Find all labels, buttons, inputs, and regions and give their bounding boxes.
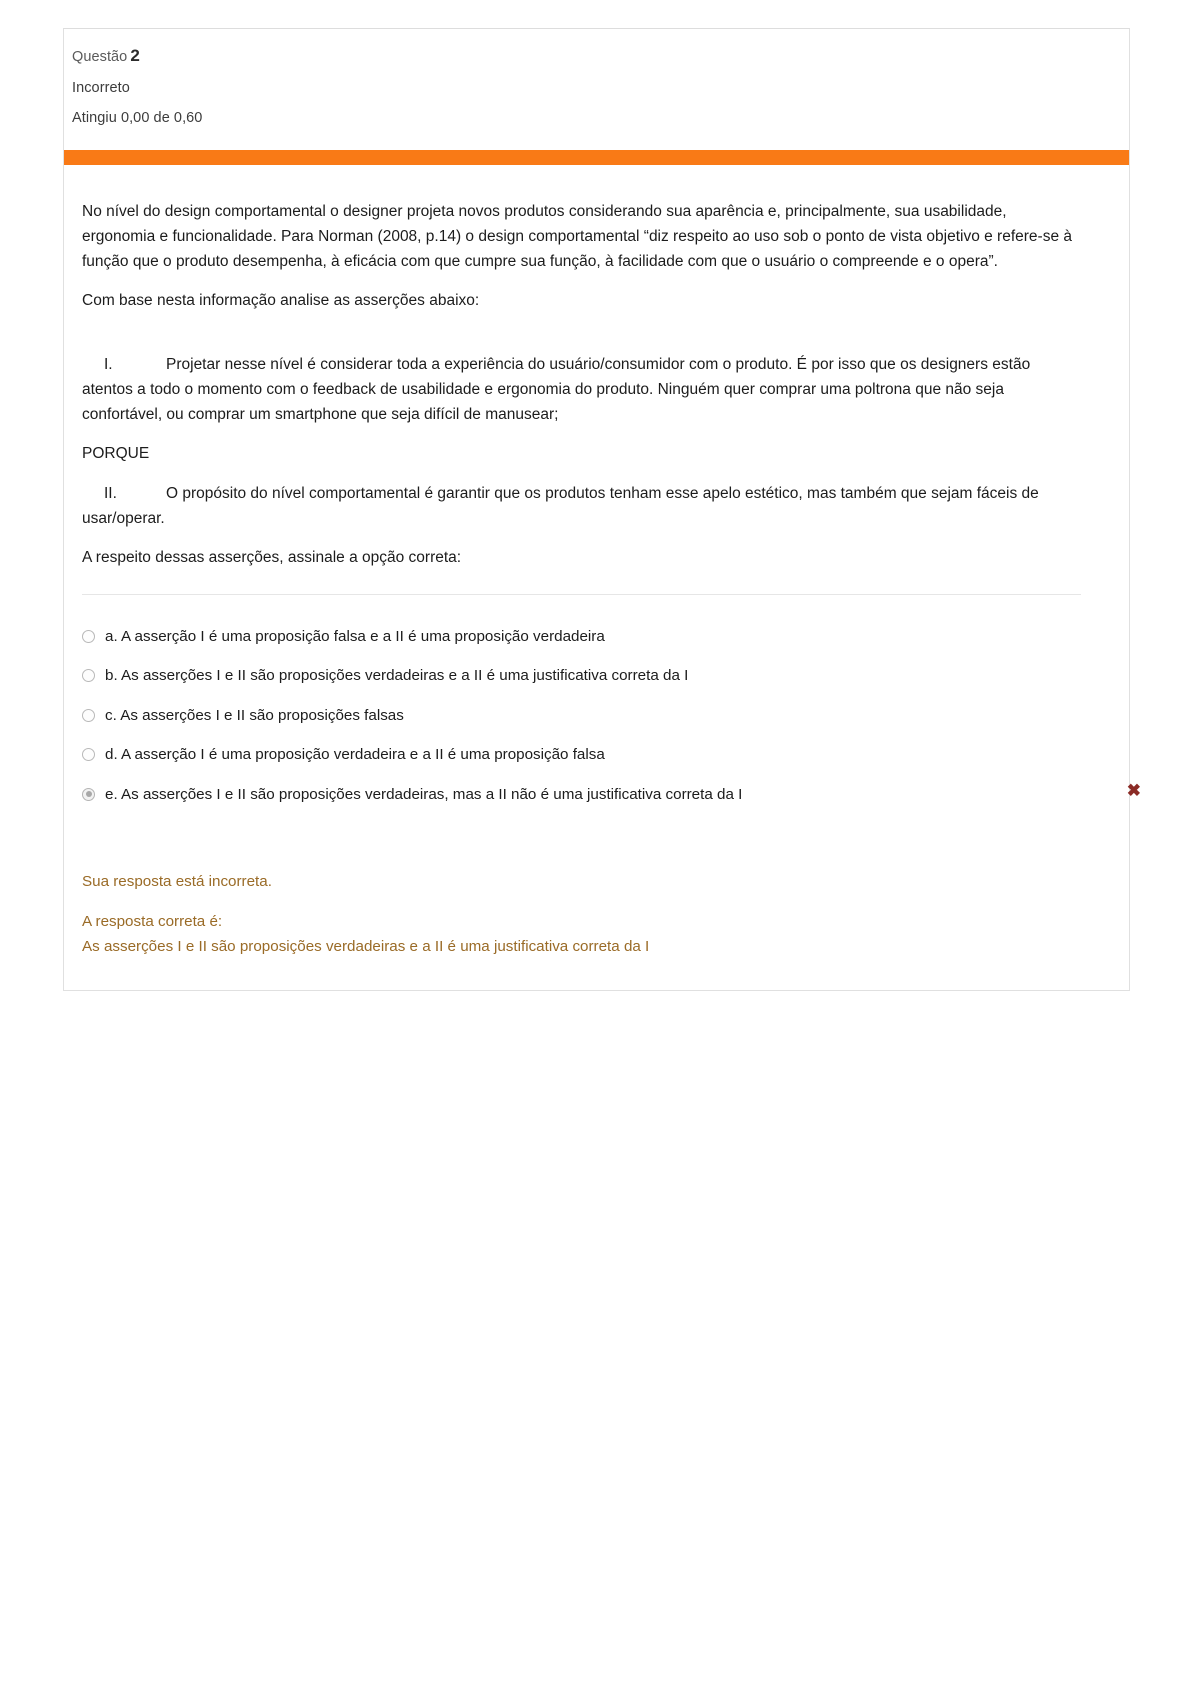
spacer xyxy=(82,328,1081,352)
answer-instruction: A respeito dessas asserções, assinale a opção correta: xyxy=(82,549,462,567)
answer-option-d[interactable] xyxy=(82,736,1081,776)
state-color-bar xyxy=(64,150,1129,165)
feedback-correct-label: A resposta correta é: xyxy=(82,912,223,930)
stem-paragraph-2: Com base nesta informação analise as asserções abaixo: xyxy=(82,292,480,310)
answer-option-label: b. As asserções I e II são proposições verdadeiras e a II é uma justificativa correta da I xyxy=(105,667,689,685)
assertion-2-text: O propósito do nível comportamental é garantir que os produtos tenham esse apelo estético, mas também que sejam fáceis de usar/operar. xyxy=(82,484,1039,527)
assertion-2-label: II. xyxy=(104,484,117,502)
feedback-block xyxy=(64,815,1129,990)
assertion-1-text: Projetar nesse nível é considerar toda a experiência do usuário/consumidor com o produto. É por isso que os designers estão atentos a todo o momento com o feedback de usabilidade e ergonomia do produto. Ninguém quer comprar uma poltrona que não seja confortável, ou comprar um smartphone que seja difícil de manusear; xyxy=(82,355,1031,424)
answer-option-label: d. A asserção I é uma proposição verdadeira e a II é uma proposição falsa xyxy=(105,746,605,764)
feedback-incorrect-notice: Sua resposta está incorreta. xyxy=(82,873,272,890)
answer-option-c[interactable] xyxy=(82,696,1081,736)
assertion-1-paragraph xyxy=(82,352,1081,428)
answer-options-list xyxy=(82,595,1141,815)
answer-option-b[interactable] xyxy=(82,657,1081,697)
question-info-block xyxy=(64,29,1129,142)
connector-porque: PORQUE xyxy=(82,445,150,463)
radio-button[interactable] xyxy=(82,748,95,761)
assertion-2-paragraph xyxy=(82,481,1081,532)
radio-button[interactable] xyxy=(82,630,95,643)
question-number-label: Questão xyxy=(72,49,128,65)
answer-option-e[interactable] xyxy=(82,775,1141,815)
answer-option-label: a. A asserção I é uma proposição falsa e a II é uma proposição verdadeira xyxy=(105,627,605,645)
answer-option-label: c. As asserções I e II são proposições falsas xyxy=(105,706,404,724)
answer-option-a[interactable] xyxy=(82,617,1081,657)
assertion-1-label: I. xyxy=(104,355,113,373)
question-state: Incorreto xyxy=(72,79,130,96)
feedback-correct-group xyxy=(82,911,1081,959)
feedback-correct-answer: As asserções I e II são proposições verdadeiras e a II é uma justificativa correta da I xyxy=(82,937,650,955)
radio-button[interactable] xyxy=(82,788,95,801)
question-number-line xyxy=(72,43,1129,72)
radio-button[interactable] xyxy=(82,709,95,722)
answer-option-label: e. As asserções I e II são proposições verdadeiras, mas a II não é uma justificativa correta da I xyxy=(105,785,743,803)
question-grade: Atingiu 0,00 de 0,60 xyxy=(72,109,203,126)
incorrect-x-icon: ✖ xyxy=(1126,781,1141,801)
stem-paragraph-1: No nível do design comportamental o designer projeta novos produtos considerando sua aparência e, principalmente, sua usabilidade, ergonomia e funcionalidade. Para Norman (2008, p.14) o design comportamental “diz respeito ao uso sob o ponto de vista objetivo e refere-se à função que o produto desempenha, à eficácia com que cumpre sua função, à facilidade com que o usuário o compreende e o opera”. xyxy=(82,202,1073,271)
answers-block xyxy=(64,594,1141,815)
question-number-value: 2 xyxy=(130,46,140,65)
question-card xyxy=(63,28,1141,991)
question-text-block xyxy=(64,165,1129,571)
radio-button[interactable] xyxy=(82,669,95,682)
